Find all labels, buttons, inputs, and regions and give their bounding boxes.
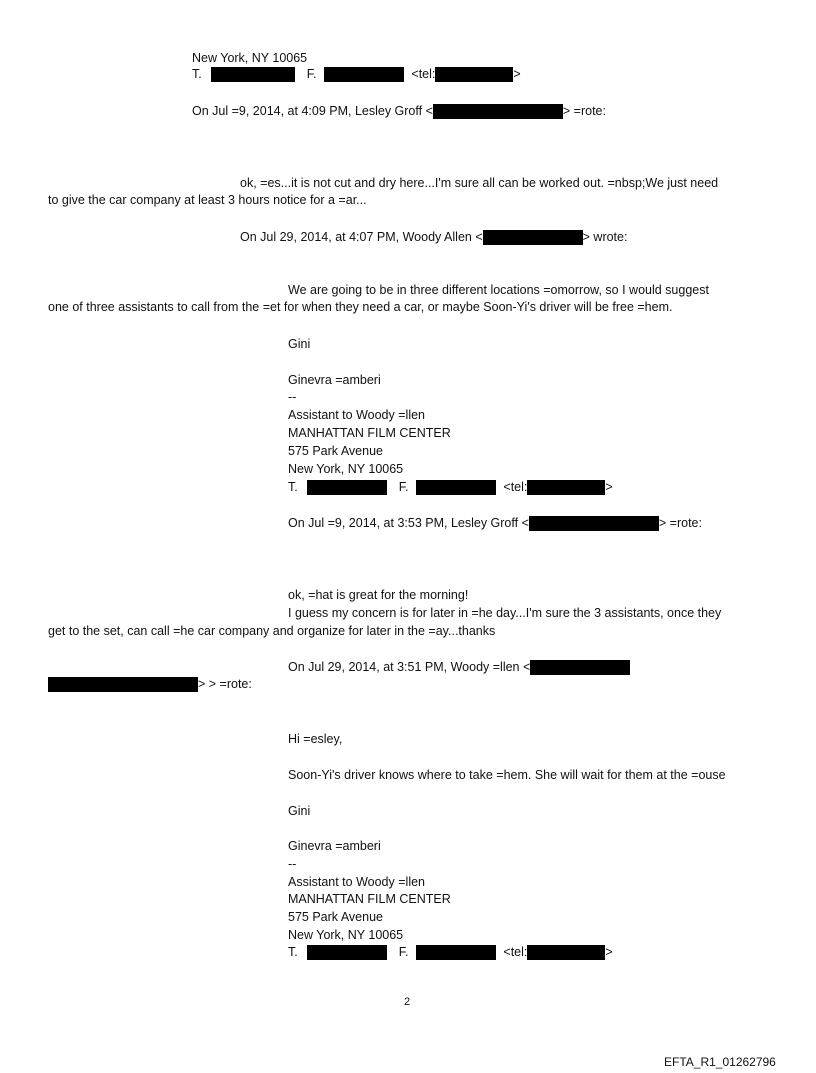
phone-fax-line: [288, 480, 613, 495]
quote-header-woody-2: [288, 660, 630, 675]
phone-label: T.: [192, 67, 202, 81]
phone-label: T.: [288, 945, 298, 959]
bates-number: EFTA_R1_01262796: [664, 1055, 776, 1069]
redacted-email: [433, 104, 563, 119]
signature-short-name: Gini: [288, 337, 311, 351]
message-line: get to the set, can call =he car company and organize for later in the =ay...thanks: [48, 624, 496, 638]
quote-header-before: On Jul 29, 2014, at 3:51 PM, Woody =llen <: [288, 660, 531, 674]
tel-prefix: <tel:: [411, 67, 436, 81]
quote-header-after: > =rote:: [658, 516, 702, 530]
fax-label: F.: [398, 480, 409, 494]
redacted-phone: [307, 480, 387, 495]
signature-title: Assistant to Woody =llen: [288, 875, 425, 889]
redacted-fax: [416, 480, 496, 495]
quote-header-after: > =rote:: [562, 104, 606, 118]
message-line: to give the car company at least 3 hours notice for a =ar...: [48, 193, 367, 207]
address-city-line: New York, NY 10065: [192, 51, 308, 65]
signature-city: New York, NY 10065: [288, 462, 404, 476]
quote-header-after: > wrote:: [582, 230, 628, 244]
redacted-email: [48, 677, 198, 692]
message-line: ok, =es...it is not cut and dry here...I'm sure all can be worked out. =nbsp;We just need: [240, 176, 719, 190]
signature-full-name: Ginevra =amberi: [288, 373, 381, 387]
redacted-tel: [435, 67, 513, 82]
redacted-tel: [527, 945, 605, 960]
quote-header-woody-1: [240, 230, 627, 245]
phone-fax-line: [288, 945, 613, 960]
signature-company: MANHATTAN FILM CENTER: [288, 892, 451, 906]
redacted-fax: [416, 945, 496, 960]
quote-header-before: On Jul =9, 2014, at 3:53 PM, Lesley Groff <: [288, 516, 529, 530]
phone-label: T.: [288, 480, 298, 494]
phone-fax-line: [192, 67, 521, 82]
message-greeting: Hi =esley,: [288, 732, 343, 746]
page-number: 2: [404, 996, 411, 1008]
signature-company: MANHATTAN FILM CENTER: [288, 426, 451, 440]
tel-prefix: <tel:: [503, 480, 528, 494]
signature-separator: --: [288, 390, 297, 404]
signature-street: 575 Park Avenue: [288, 910, 383, 924]
message-line: We are going to be in three different locations =omorrow, so I would suggest: [288, 283, 709, 297]
quote-header-after: > > =rote:: [198, 677, 252, 691]
message-line: I guess my concern is for later in =he day...I'm sure the 3 assistants, once they: [288, 606, 722, 620]
signature-full-name: Ginevra =amberi: [288, 839, 381, 853]
tel-suffix: >: [513, 67, 521, 81]
quote-header-before: On Jul =9, 2014, at 4:09 PM, Lesley Groff <: [192, 104, 433, 118]
message-line: ok, =hat is great for the morning!: [288, 588, 469, 602]
redacted-email: [483, 230, 583, 245]
redacted-phone: [307, 945, 387, 960]
fax-label: F.: [306, 67, 317, 81]
tel-prefix: <tel:: [503, 945, 528, 959]
signature-city: New York, NY 10065: [288, 928, 404, 942]
quote-header-lesley-2: [288, 516, 702, 531]
tel-suffix: >: [605, 480, 613, 494]
message-line: one of three assistants to call from the =et for when they need a car, or maybe Soon-Yi's driver will be free =hem.: [48, 300, 673, 314]
quote-header-lesley-1: [192, 104, 606, 119]
message-line: Soon-Yi's driver knows where to take =hem. She will wait for them at the =ouse: [288, 768, 726, 782]
redacted-email: [529, 516, 659, 531]
signature-short-name: Gini: [288, 804, 311, 818]
redacted-phone: [211, 67, 295, 82]
quote-header-before: On Jul 29, 2014, at 4:07 PM, Woody Allen <: [240, 230, 483, 244]
redacted-tel: [527, 480, 605, 495]
fax-label: F.: [398, 945, 409, 959]
signature-street: 575 Park Avenue: [288, 444, 383, 458]
signature-title: Assistant to Woody =llen: [288, 408, 425, 422]
tel-suffix: >: [605, 945, 613, 959]
signature-separator: --: [288, 857, 297, 871]
quote-header-woody-2-cont: [48, 677, 252, 692]
redacted-fax: [324, 67, 404, 82]
redacted-email: [530, 660, 630, 675]
